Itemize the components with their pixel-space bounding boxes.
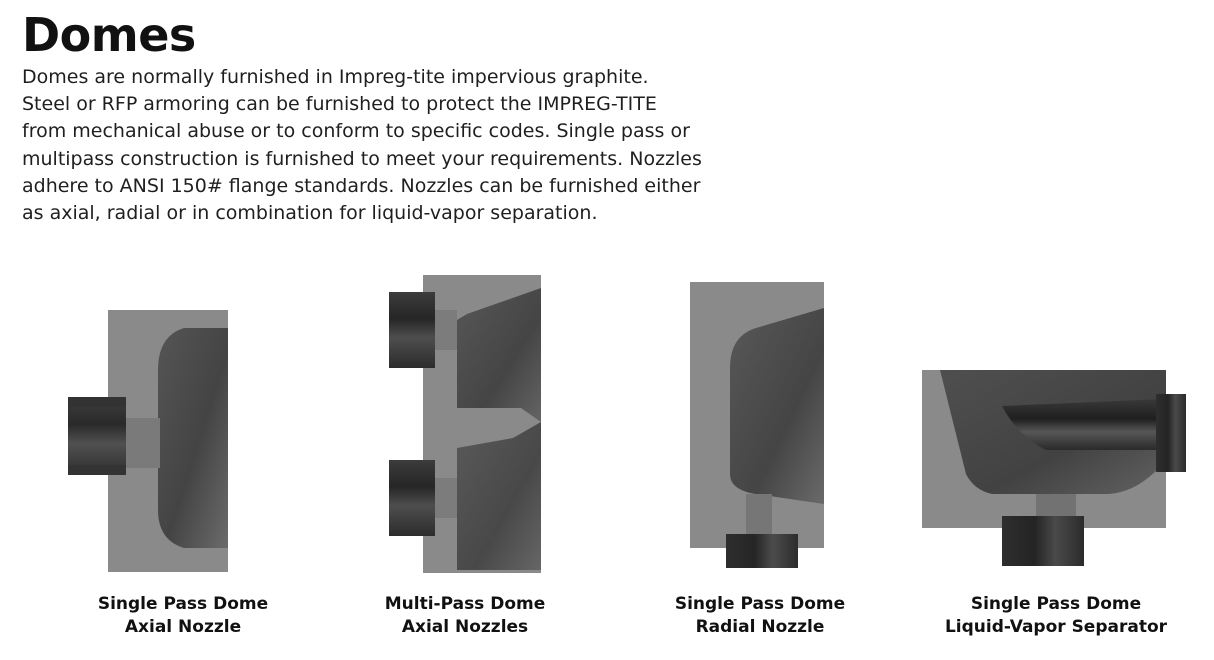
caption-line: Axial Nozzles <box>401 617 529 637</box>
caption-line: Radial Nozzle <box>695 617 825 637</box>
caption-line: Multi-Pass Dome <box>384 594 546 614</box>
figure-multi-pass-axial <box>385 270 545 580</box>
caption-line: Single Pass Dome <box>97 594 269 614</box>
caption-single-pass-liquid-vapor <box>926 593 1186 639</box>
caption-line: Single Pass Dome <box>970 594 1142 614</box>
bottom-nozzle <box>1002 516 1084 566</box>
intro-line: Domes are normally furnished in Impreg-tite impervious graphite. <box>22 66 649 88</box>
caption-multi-pass-axial <box>340 593 590 639</box>
caption-single-pass-radial <box>635 593 885 639</box>
caption-line: Liquid-Vapor Separator <box>944 617 1168 637</box>
figure-single-pass-radial <box>686 278 831 570</box>
nozzle-pipe <box>126 418 160 468</box>
axial-nozzle-lower <box>389 460 435 536</box>
intro-line: multipass construction is furnished to meet your requirements. Nozzles <box>22 147 702 170</box>
axial-nozzle-upper <box>389 292 435 368</box>
intro-line: Steel or RFP armoring can be furnished to protect the IMPREG-TITE <box>22 93 657 116</box>
intro-line: adhere to ANSI 150# flange standards. Nozzles can be furnished either <box>22 174 701 197</box>
caption-line: Single Pass Dome <box>674 594 846 614</box>
axial-nozzle <box>68 397 126 475</box>
figure-single-pass-axial <box>60 300 240 580</box>
radial-nozzle <box>726 534 798 568</box>
page-title: Domes <box>22 8 196 62</box>
dome-cavity <box>730 308 824 504</box>
dome-cavity <box>158 328 228 548</box>
radial-side-nozzle <box>1156 394 1186 472</box>
nozzle-pipe <box>1036 494 1076 516</box>
intro-paragraph <box>22 64 742 227</box>
caption-line: Axial Nozzle <box>124 617 242 637</box>
figure-single-pass-liquid-vapor <box>918 366 1190 570</box>
nozzle-pipe <box>746 494 772 534</box>
intro-line: as axial, radial or in combination for liquid-vapor separation. <box>22 202 598 225</box>
intro-line: from mechanical abuse or to conform to specific codes. Single pass or <box>22 120 690 143</box>
caption-single-pass-axial <box>58 593 308 639</box>
